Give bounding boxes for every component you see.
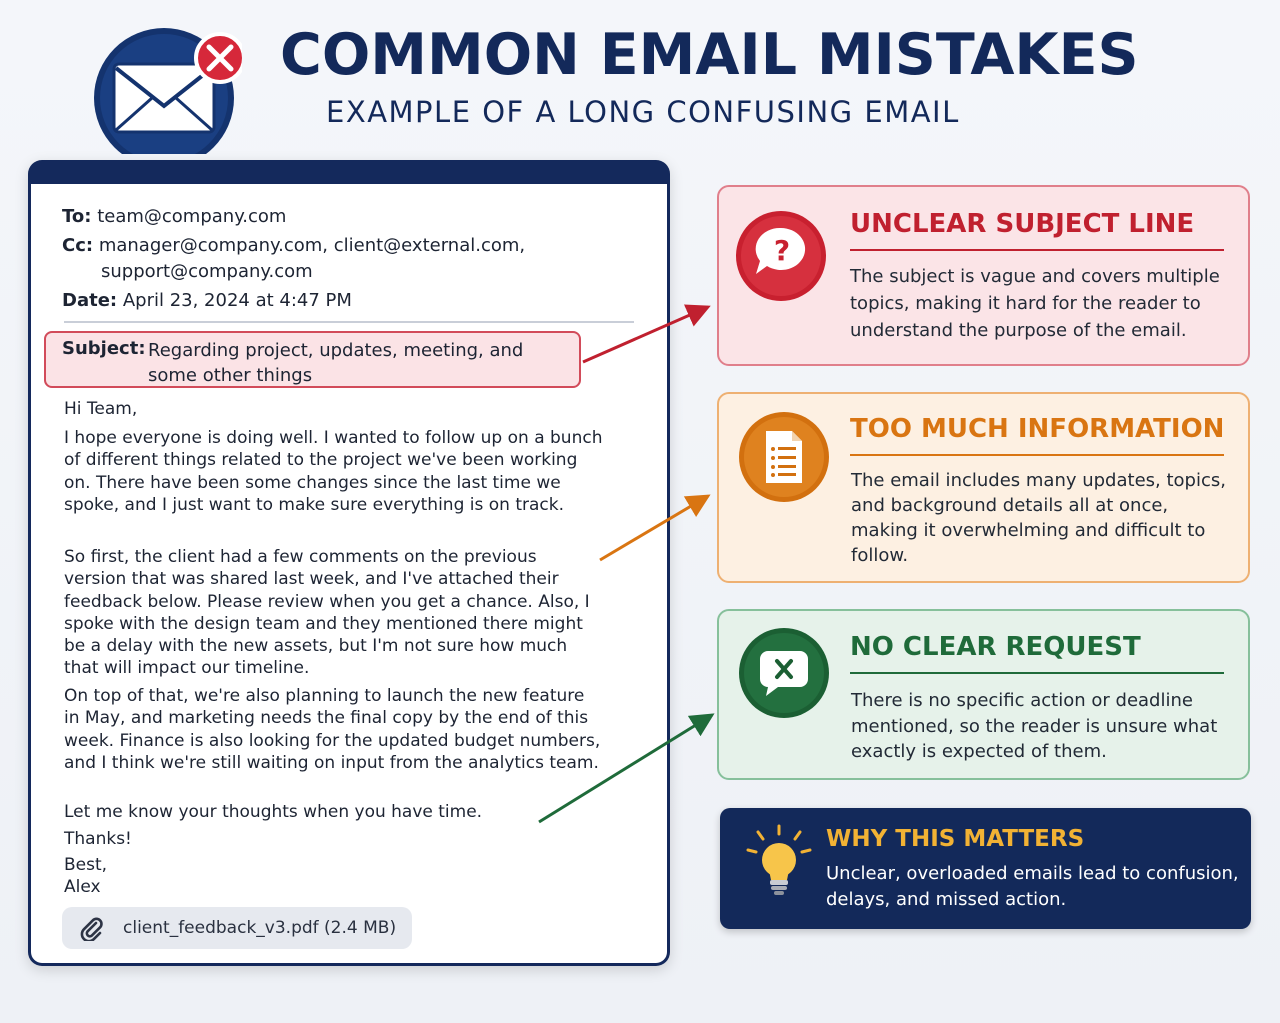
callout-text: There is no specific action or deadline mentioned, so the reader is unsure what exactly is expected of them.: [851, 690, 1218, 762]
email-thanks: Thanks!: [64, 829, 132, 849]
email-paragraph-2: So first, the client had a few comments on the previous version that was shared last week, and I've attached their feedback below. Please review when you get a chance. Also, I spoke with the design team and they mentioned there might be a delay with the new assets, but I'm not sure how much that will impact our timeline.: [64, 547, 590, 679]
callout-text: The subject is vague and covers multiple topics, making it hard for the reader to understand the purpose of the email.: [850, 266, 1220, 341]
arrow-to-subject-callout: [583, 307, 708, 362]
email-paragraph-3: On top of that, we're also planning to launch the new feature in May, and marketing needs the final copy by the end of this week. Finance is also looking for the updated budget numbers, and I think we're still waiting on input from the analytics team.: [64, 686, 601, 773]
arrow-to-information-callout: [600, 496, 708, 560]
date-label: Date:: [62, 290, 118, 311]
email-signature: Alex: [64, 877, 101, 897]
callout-title: NO CLEAR REQUEST: [850, 632, 1141, 662]
email-greeting: Hi Team,: [64, 399, 138, 419]
to-label: To:: [62, 206, 92, 227]
callout-title: UNCLEAR SUBJECT LINE: [850, 209, 1195, 239]
x-bubble-icon: [738, 627, 830, 719]
attachment-name[interactable]: client_feedback_v3.pdf (2.4 MB): [123, 918, 397, 938]
why-text: Unclear, overloaded emails lead to confusion, delays, and missed action.: [826, 863, 1239, 910]
callout-rule: [850, 672, 1224, 674]
why-title: WHY THIS MATTERS: [826, 826, 1085, 852]
cc-value-continued[interactable]: support@company.com: [101, 261, 313, 282]
cc-value[interactable]: manager@company.com, client@external.com,: [98, 235, 526, 256]
callout-text: The email includes many updates, topics, and background details all at once, making it overwhelming and difficult to follow.: [851, 470, 1226, 566]
lightbulb-icon: [744, 824, 814, 900]
callout-title: TOO MUCH INFORMATION: [850, 414, 1225, 444]
svg-text:?: ?: [773, 234, 791, 267]
email-paragraph-4: Let me know your thoughts when you have time.: [64, 802, 483, 822]
arrow-to-request-callout: [539, 715, 712, 822]
subject-label: Subject:: [62, 338, 146, 359]
page-subtitle: EXAMPLE OF A LONG CONFUSING EMAIL: [326, 95, 960, 129]
email-signoff: Best,: [64, 855, 108, 875]
email-paragraph-1: I hope everyone is doing well. I wanted to follow up on a bunch of different things related to the project we've been working on. There have been some changes since the last time we spoke, and I just want to make sure everything is on track.: [64, 428, 603, 515]
page-title: COMMON EMAIL MISTAKES: [280, 22, 1139, 88]
callout-rule: [850, 454, 1224, 456]
to-value[interactable]: team@company.com: [97, 206, 287, 227]
date-value: April 23, 2024 at 4:47 PM: [122, 290, 352, 311]
document-icon: [738, 411, 830, 503]
cc-label: Cc:: [62, 235, 94, 256]
callout-rule: [850, 249, 1224, 251]
question-bubble-icon: [735, 210, 827, 302]
subject-value: Regarding project, updates, meeting, and some other things: [148, 340, 524, 386]
